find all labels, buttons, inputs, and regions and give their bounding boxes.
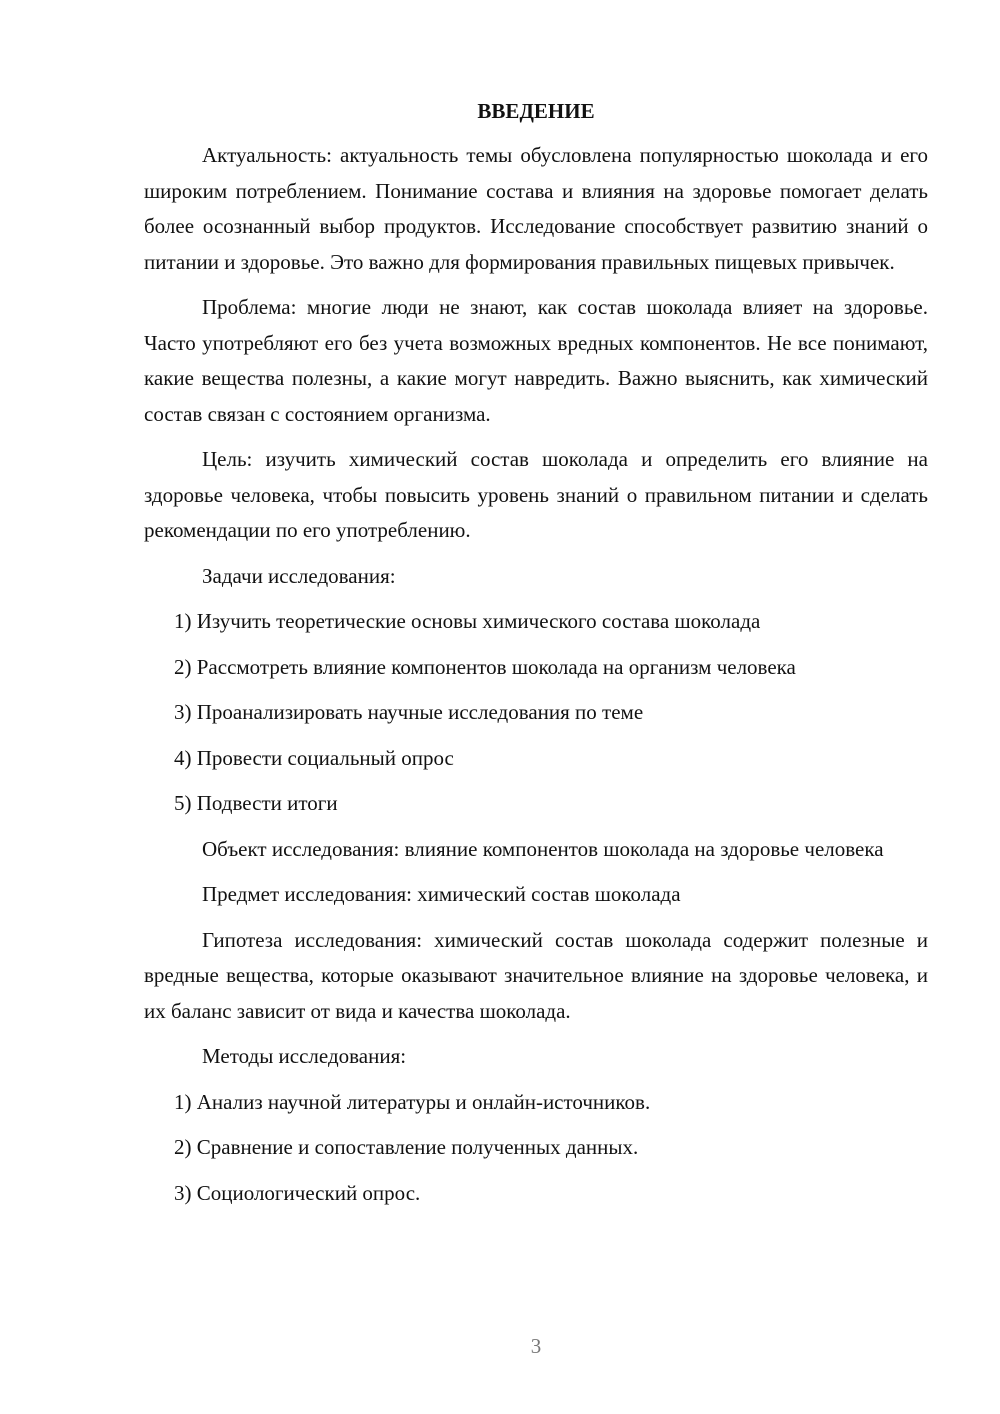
task-item-4: 4) Провести социальный опрос: [174, 745, 454, 770]
methods-title: Методы исследования:: [202, 1044, 407, 1068]
task-item-1: 1) Изучить теоретические основы химического состава шоколада: [174, 609, 761, 633]
hypothesis-paragraph: Гипотеза исследования: химический состав шоколада содержит полезные и вредные вещества, которые оказывают значительное влияние на здоровье человека, и их баланс зависит от вида и качества шоколада.: [144, 927, 928, 1023]
goal-paragraph: Цель: изучить химический состав шоколада и определить его влияние на здоровье человека, чтобы повысить уровень знаний о правильном питании и сделать рекомендации по его употреблению.: [144, 447, 928, 542]
object-paragraph: Объект исследования: влияние компонентов шоколада на здоровье человека: [202, 836, 884, 861]
page-content: [144, 94, 928, 1221]
method-item-2: 2) Сравнение и сопоставление полученных данных.: [174, 1135, 639, 1159]
methods-list: [144, 1085, 928, 1212]
tasks-list: [144, 604, 928, 822]
problem-paragraph: Проблема: многие люди не знают, как состав шоколада влияет на здоровье. Часто употребляют его без учета возможных вредных компонентов. Не все понимают, какие вещества полезны, а какие могут навредить. Важно выяснить, как химический состав связан с состоянием организма.: [144, 295, 928, 426]
task-item-5: 5) Подвести итоги: [174, 791, 338, 815]
method-item-3: 3) Социологический опрос.: [174, 1180, 421, 1205]
task-item-2: 2) Рассмотреть влияние компонентов шоколада на организм человека: [174, 654, 796, 679]
section-heading: ВВЕДЕНИЕ: [477, 99, 595, 123]
relevance-paragraph: Актуальность: актуальность темы обусловлена популярностью шоколада и его широким потреблением. Понимание состава и влияния на здоровье помогает делать более осознанный выбор продуктов. Исследование способствует развитию знаний о питании и здоровье. Это важно для формирования правильных пищевых привычек.: [144, 143, 928, 274]
subject-paragraph: Предмет исследования: химический состав шоколада: [202, 882, 681, 906]
tasks-title: Задачи исследования:: [202, 563, 396, 588]
task-item-3: 3) Проанализировать научные исследования по теме: [174, 700, 644, 724]
method-item-1: 1) Анализ научной литературы и онлайн-источников.: [174, 1089, 651, 1114]
page-number: 3: [530, 1334, 542, 1358]
